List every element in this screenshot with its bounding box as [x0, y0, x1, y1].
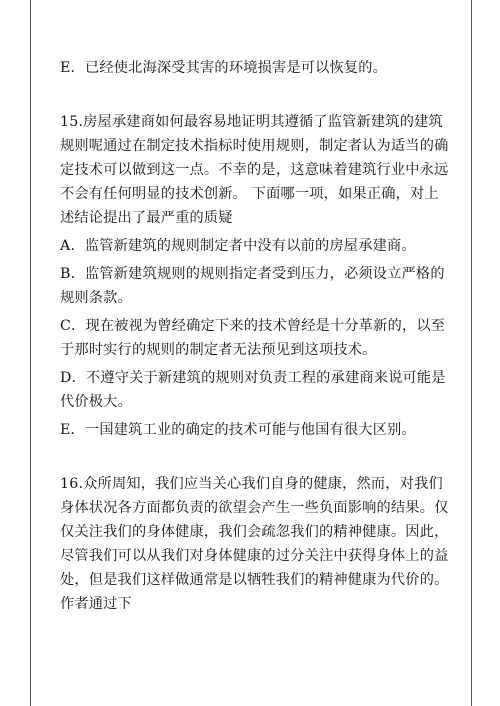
- question-15-option-a: A．监管新建筑的规则制定者中没有以前的房屋承建商。: [60, 238, 416, 254]
- question-16: [60, 472, 450, 616]
- question-16-stem: 16.众所周知，我们应当关心我们自身的健康，然而，对我们身体状况各方面都负责的欲望会产生一些负面影响的结果。仅仅关注我们的身体健康，我们会疏忽我们的精神健康。因此，尽管我们可以从我们对身体健康的过分关注中获得身体上的益处，但是我们这样做通常是以牺牲我们的精神健康为代价的。 作者通过下: [60, 476, 449, 612]
- question-15-option-e: E．一国建筑工业的确定的技术可能与他国有很大区别。: [60, 422, 416, 438]
- question-15-stem: 15.房屋承建商如何最容易地证明其遵循了监管新建筑的建筑规则呢通过在制定技术指标时使用规则，制定者认为适当的确定技术可以做到这一点。不幸的是，这意味着建筑行业中永远不会有任何明显的技术创新。 下面哪一项，如果正确，对上述结论提出了最严重的质疑: [60, 114, 449, 226]
- question-15-option-b: B．监管新建筑规则的规则指定者受到压力，必须设立严格的规则条款。: [60, 266, 445, 306]
- question-15: [60, 110, 450, 442]
- question-15-option-d: D．不遵守关于新建筑的规则对负责工程的承建商来说可能是代价极大。: [60, 370, 446, 410]
- paragraph-gap: [60, 442, 450, 472]
- paragraph-gap: [60, 80, 450, 110]
- document-body: [60, 56, 450, 616]
- question-15-option-c: C．现在被视为曾经确定下来的技术曾经是十分革新的，以至于那时实行的规则的制定者无法预见到这项技术。: [60, 318, 446, 358]
- prev-question-option-e: E．已经使北海深受其害的环境损害是可以恢复的。: [60, 60, 388, 76]
